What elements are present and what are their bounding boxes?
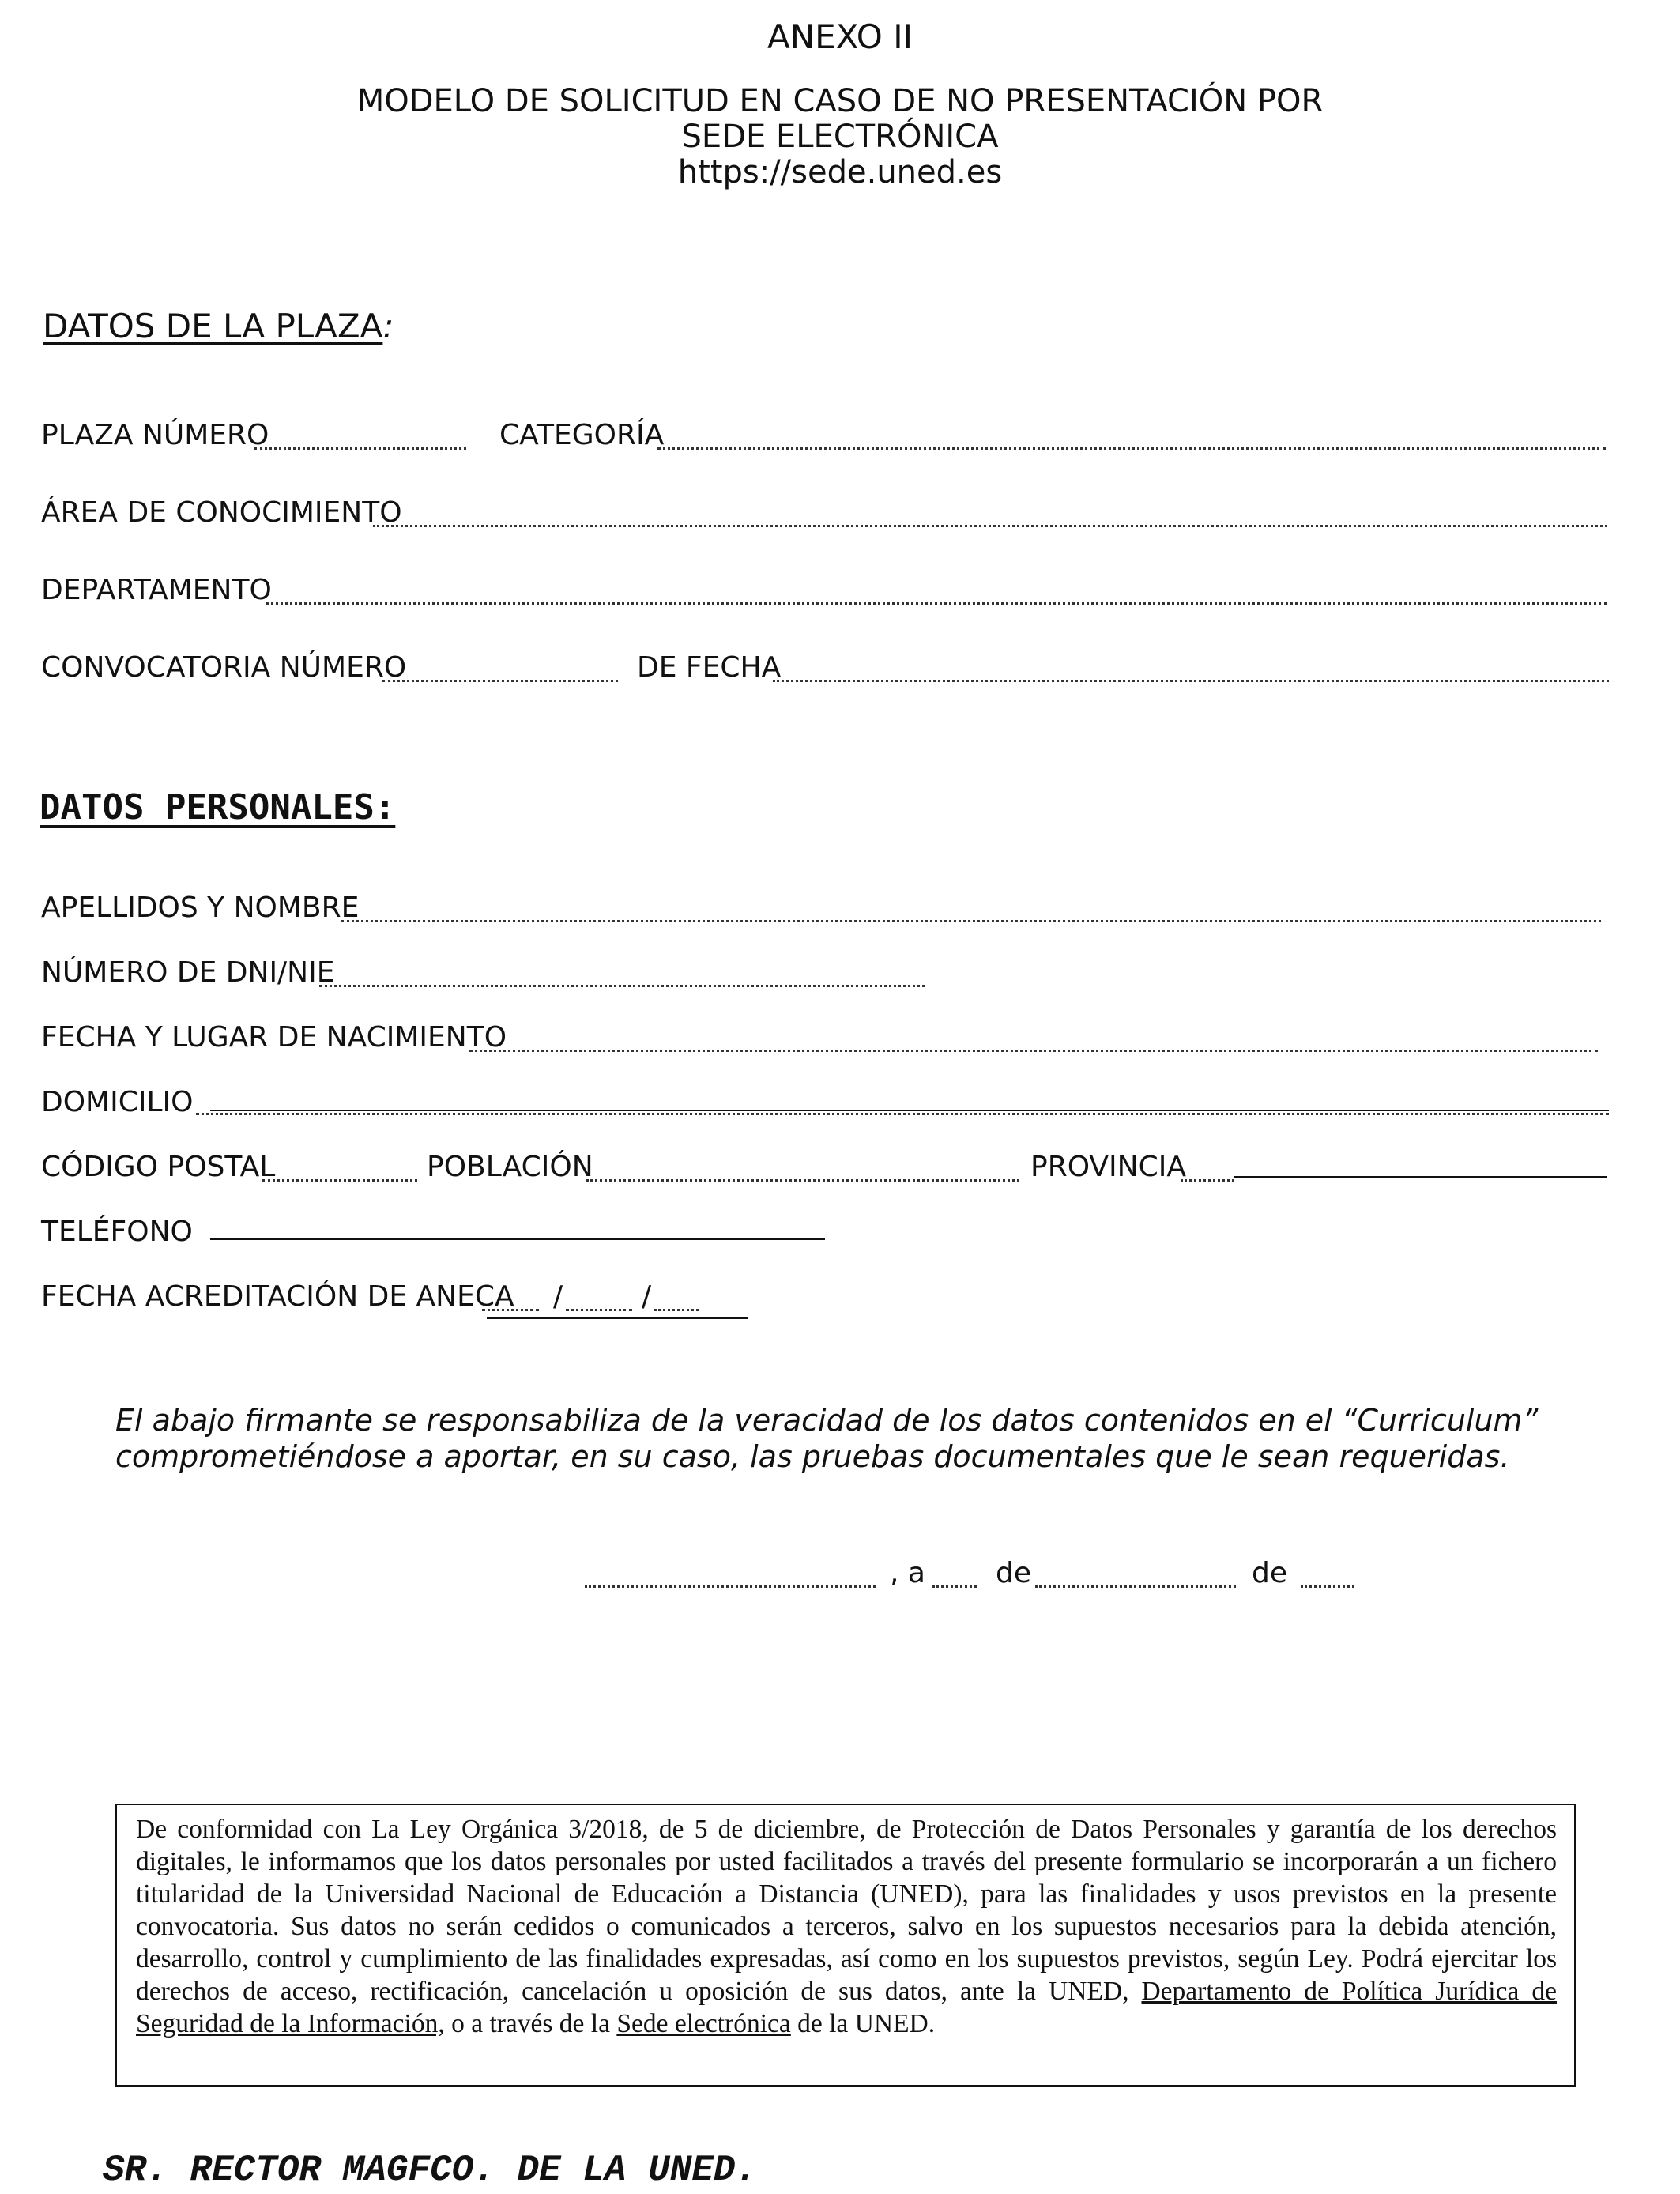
field-fecha-lugar-nacimiento[interactable] bbox=[469, 1050, 1598, 1052]
addressee: SR. RECTOR MAGFCO. DE LA UNED. bbox=[103, 2150, 758, 2191]
label-poblacion: POBLACIÓN bbox=[427, 1151, 593, 1183]
label-fecha-lugar-nacimiento: FECHA Y LUGAR DE NACIMIENTO bbox=[41, 1021, 507, 1054]
label-area-conocimiento: ÁREA DE CONOCIMIENTO bbox=[41, 496, 402, 529]
label-convocatoria-numero: CONVOCATORIA NÚMERO bbox=[41, 651, 407, 684]
field-apellidos-nombre[interactable] bbox=[341, 920, 1601, 922]
form-subtitle-line2: SEDE ELECTRÓNICA bbox=[681, 119, 999, 155]
link-sede-electronica[interactable]: Sede electrónica bbox=[616, 2009, 791, 2038]
field-domicilio-dots[interactable] bbox=[196, 1113, 1609, 1115]
data-protection-text bbox=[136, 1813, 1557, 2040]
field-aneca-mes[interactable] bbox=[566, 1309, 632, 1311]
field-anio[interactable] bbox=[1301, 1585, 1354, 1588]
label-apellidos-nombre: APELLIDOS Y NOMBRE bbox=[41, 892, 360, 924]
label-plaza-numero: PLAZA NÚMERO bbox=[41, 419, 269, 451]
field-dia[interactable] bbox=[932, 1585, 977, 1588]
data-protection-notice bbox=[115, 1804, 1576, 2087]
legal-part1: De conformidad con La Ley Orgánica 3/2018, de 5 de diciembre, de Protección de Datos Personales y garantía de los derechos digitales, le informamos que los datos personales por usted facilitados a través del presente formulario se incorporarán a un fichero titularidad de la Universidad Nacional de Educación a Distancia (UNED), para las finalidades y usos previstos en la presente convocatoria. Sus datos no serán cedidos o comunicados a terceros, salvo en los supuestos necesarios para la debida atención, desarrollo, control y cumplimiento de las finalidades expresadas, así como en los supuestos previstos, según Ley. Podrá ejercitar los derechos de acceso, rectificación, cancelación u oposición de sus datos, ante la UNED, bbox=[136, 1815, 1557, 2006]
field-lugar[interactable] bbox=[585, 1585, 876, 1588]
section-heading-personal: DATOS PERSONALES: bbox=[40, 787, 396, 827]
field-poblacion[interactable] bbox=[586, 1179, 1019, 1182]
label-a: , a bbox=[890, 1557, 925, 1589]
label-de-anio: de bbox=[1252, 1557, 1287, 1589]
label-codigo-postal: CÓDIGO POSTAL bbox=[41, 1151, 276, 1183]
label-departamento: DEPARTAMENTO bbox=[41, 574, 272, 606]
section-heading-plaza-colon: : bbox=[382, 307, 394, 345]
field-aneca-dia[interactable] bbox=[482, 1309, 539, 1311]
field-categoria[interactable] bbox=[657, 447, 1606, 450]
aneca-separator-2: / bbox=[642, 1280, 652, 1313]
field-telefono[interactable] bbox=[210, 1238, 825, 1240]
label-domicilio: DOMICILIO bbox=[41, 1086, 194, 1118]
field-mes[interactable] bbox=[1035, 1585, 1236, 1588]
declaration-text: El abajo firmante se responsabiliza de la veracidad de los datos contenidos en el “Curriculum” comprometiéndose a aportar, en su caso, las pruebas documentales que le sean requeridas. bbox=[115, 1403, 1539, 1474]
field-departamento[interactable] bbox=[266, 602, 1607, 605]
field-aneca-anio[interactable] bbox=[654, 1309, 699, 1311]
form-subtitle-line1: MODELO DE SOLICITUD EN CASO DE NO PRESENTACIÓN POR bbox=[356, 83, 1324, 119]
field-area-conocimiento[interactable] bbox=[373, 525, 1607, 527]
field-dni-nie[interactable] bbox=[319, 985, 925, 987]
label-de-fecha: DE FECHA bbox=[637, 651, 782, 684]
field-convocatoria-fecha[interactable] bbox=[773, 680, 1609, 682]
label-provincia: PROVINCIA bbox=[1030, 1151, 1186, 1183]
legal-part3: de la UNED. bbox=[790, 2009, 936, 2038]
aneca-separator-1: / bbox=[553, 1280, 563, 1313]
field-domicilio-line bbox=[210, 1110, 1609, 1111]
link-departamento-politica-juridica[interactable]: Departamento de Política Jurídica de Seguridad de la Información, bbox=[136, 1977, 1557, 2038]
field-plaza-numero[interactable] bbox=[254, 447, 466, 450]
aneca-underline bbox=[487, 1317, 748, 1319]
section-heading-plaza bbox=[43, 307, 394, 345]
annex-title: ANEXO II bbox=[767, 17, 913, 56]
field-provincia-dots[interactable] bbox=[1181, 1179, 1234, 1182]
label-telefono: TELÉFONO bbox=[41, 1216, 193, 1248]
sede-url: https://sede.uned.es bbox=[677, 154, 1003, 190]
label-fecha-acreditacion-aneca: FECHA ACREDITACIÓN DE ANECA bbox=[41, 1280, 514, 1313]
legal-part2: o a través de la bbox=[444, 2009, 617, 2038]
label-dni-nie: NÚMERO DE DNI/NIE bbox=[41, 956, 335, 989]
section-heading-plaza-text: DATOS DE LA PLAZA bbox=[43, 307, 383, 345]
label-de-mes: de bbox=[996, 1557, 1031, 1589]
field-provincia-line[interactable] bbox=[1234, 1176, 1607, 1178]
field-codigo-postal[interactable] bbox=[262, 1179, 417, 1182]
field-convocatoria-numero[interactable] bbox=[382, 680, 618, 682]
label-categoria: CATEGORÍA bbox=[499, 419, 665, 451]
